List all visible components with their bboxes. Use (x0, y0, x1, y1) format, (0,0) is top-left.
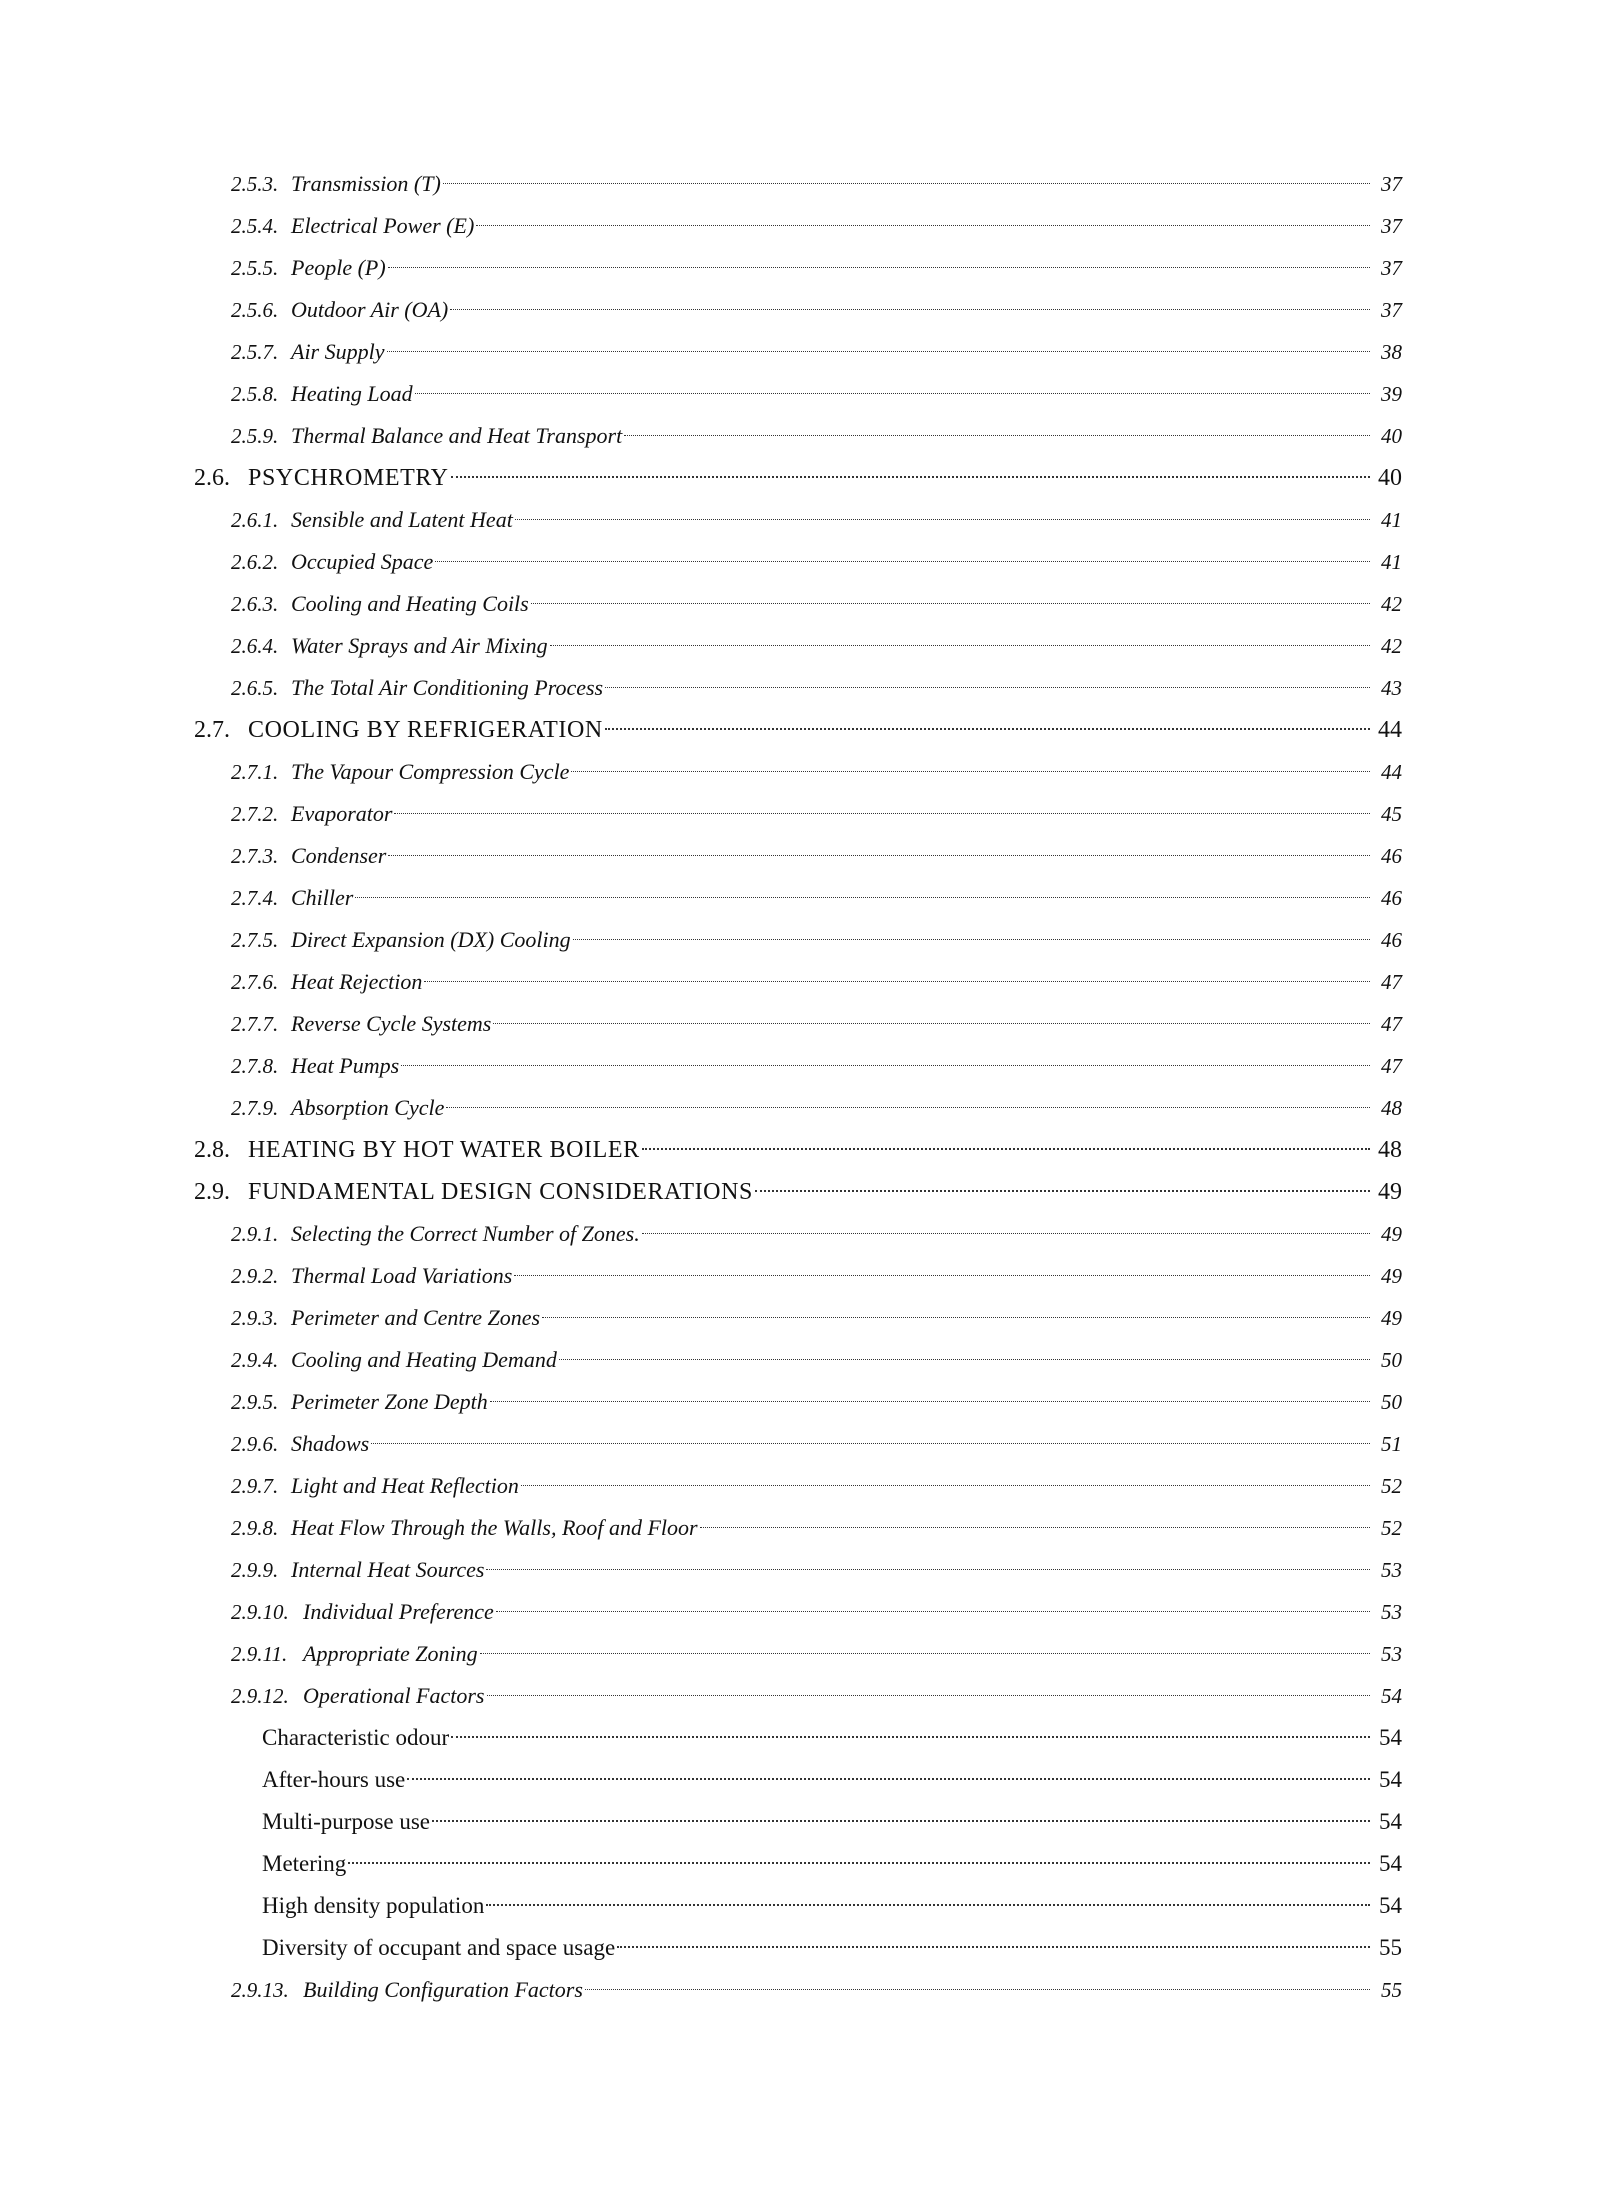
dot-leader (407, 1778, 1370, 1780)
toc-entry-title: Chiller (291, 885, 354, 910)
dot-leader (493, 1023, 1370, 1024)
toc-subsection-entry[interactable] (194, 625, 1402, 667)
toc-item-entry[interactable] (194, 1759, 1402, 1801)
toc-entry-title: The Vapour Compression Cycle (291, 759, 570, 784)
toc-subsection-entry[interactable] (194, 919, 1402, 961)
toc-entry-number: 2.6.3. (231, 592, 279, 616)
dot-leader (435, 561, 1370, 562)
toc-entry-number: 2.9.8. (231, 1516, 279, 1540)
toc-entry-number: 2.7.9. (231, 1096, 279, 1120)
toc-entry-number: 2.6.1. (231, 508, 279, 532)
toc-subsection-entry[interactable] (194, 1591, 1402, 1633)
toc-subsection-entry[interactable] (194, 1633, 1402, 1675)
toc-section-entry[interactable] (194, 457, 1402, 499)
toc-entry-page-number: 47 (1381, 1012, 1402, 1036)
toc-entry-number: 2.9.13. (231, 1978, 289, 2002)
table-of-contents (194, 163, 1402, 2011)
toc-item-entry[interactable] (194, 1885, 1402, 1927)
dot-leader (624, 435, 1370, 436)
dot-leader (585, 1989, 1370, 1990)
toc-entry-number: 2.5.4. (231, 214, 279, 238)
toc-entry-number: 2.7.3. (231, 844, 279, 868)
toc-subsection-entry[interactable] (194, 583, 1402, 625)
toc-entry-page-number: 46 (1381, 886, 1402, 910)
toc-entry-title: The Total Air Conditioning Process (291, 675, 604, 700)
toc-entry-title: Electrical Power (E) (291, 213, 475, 238)
toc-entry-title: Direct Expansion (DX) Cooling (291, 927, 571, 952)
toc-entry-title: HEATING BY HOT WATER BOILER (248, 1137, 640, 1163)
toc-entry-number: 2.9.7. (231, 1474, 279, 1498)
toc-entry-page-number: 42 (1381, 592, 1402, 616)
dot-leader (642, 1233, 1370, 1234)
toc-entry-title: Metering (262, 1851, 347, 1876)
toc-entry-page-number: 37 (1381, 172, 1402, 196)
toc-entry-page-number: 54 (1379, 1725, 1402, 1750)
toc-subsection-entry[interactable] (194, 1507, 1402, 1549)
toc-entry-number: 2.7.7. (231, 1012, 279, 1036)
toc-subsection-entry[interactable] (194, 1339, 1402, 1381)
dot-leader (394, 813, 1370, 814)
dot-leader (573, 939, 1370, 940)
toc-section-entry[interactable] (194, 1129, 1402, 1171)
toc-entry-page-number: 55 (1381, 1978, 1402, 2002)
toc-subsection-entry[interactable] (194, 835, 1402, 877)
toc-entry-page-number: 49 (1381, 1264, 1402, 1288)
toc-entry-title: COOLING BY REFRIGERATION (248, 717, 603, 743)
toc-entry-title: Condenser (291, 843, 387, 868)
dot-leader (371, 1443, 1370, 1444)
toc-entry-title: Cooling and Heating Coils (291, 591, 529, 616)
toc-entry-title: Outdoor Air (OA) (291, 297, 449, 322)
toc-subsection-entry[interactable] (194, 1087, 1402, 1129)
toc-entry-title: Selecting the Correct Number of Zones. (291, 1221, 640, 1246)
dot-leader (642, 1148, 1370, 1150)
toc-entry-number: 2.9.1. (231, 1222, 279, 1246)
toc-entry-title: Light and Heat Reflection (291, 1473, 519, 1498)
toc-entry-title: Characteristic odour (262, 1725, 450, 1750)
toc-section-entry[interactable] (194, 1171, 1402, 1213)
dot-leader (496, 1611, 1370, 1612)
dot-leader (515, 519, 1370, 520)
dot-leader (550, 645, 1370, 646)
toc-entry-page-number: 38 (1381, 340, 1402, 364)
toc-entry-title: PSYCHROMETRY (248, 465, 449, 491)
toc-entry-page-number: 54 (1379, 1893, 1402, 1918)
toc-entry-number: 2.7.8. (231, 1054, 279, 1078)
dot-leader (348, 1862, 1370, 1864)
dot-leader (451, 1736, 1370, 1738)
toc-entry-title: Appropriate Zoning (303, 1641, 478, 1666)
dot-leader (542, 1317, 1370, 1318)
toc-subsection-entry[interactable] (194, 1675, 1402, 1717)
toc-entry-page-number: 48 (1381, 1096, 1402, 1120)
toc-entry-page-number: 40 (1378, 465, 1402, 491)
toc-entry-page-number: 54 (1379, 1809, 1402, 1834)
toc-subsection-entry[interactable] (194, 877, 1402, 919)
toc-entry-number: 2.5.3. (231, 172, 279, 196)
toc-entry-number: 2.9.11. (231, 1642, 288, 1666)
toc-entry-title: Water Sprays and Air Mixing (291, 633, 548, 658)
toc-entry-title: Heat Flow Through the Walls, Roof and Floor (291, 1515, 698, 1540)
toc-subsection-entry[interactable] (194, 1045, 1402, 1087)
toc-entry-page-number: 50 (1381, 1348, 1402, 1372)
dot-leader (700, 1527, 1370, 1528)
toc-entry-page-number: 44 (1381, 760, 1402, 784)
dot-leader (605, 687, 1370, 688)
toc-entry-number: 2.9.12. (231, 1684, 289, 1708)
toc-subsection-entry[interactable] (194, 205, 1402, 247)
toc-entry-number: 2.5.8. (231, 382, 279, 406)
dot-leader (490, 1401, 1370, 1402)
toc-entry-title: Evaporator (291, 801, 393, 826)
toc-entry-number: 2.9.2. (231, 1264, 279, 1288)
toc-entry-number: 2.9.9. (231, 1558, 279, 1582)
toc-entry-page-number: 41 (1381, 508, 1402, 532)
toc-subsection-entry[interactable] (194, 163, 1402, 205)
dot-leader (571, 771, 1370, 772)
toc-entry-page-number: 52 (1381, 1516, 1402, 1540)
toc-entry-title: Operational Factors (303, 1683, 485, 1708)
toc-entry-page-number: 54 (1379, 1851, 1402, 1876)
toc-subsection-entry[interactable] (194, 415, 1402, 457)
toc-entry-number: 2.9.6. (231, 1432, 279, 1456)
toc-subsection-entry[interactable] (194, 289, 1402, 331)
toc-subsection-entry[interactable] (194, 793, 1402, 835)
toc-entry-number: 2.7.1. (231, 760, 279, 784)
toc-subsection-entry[interactable] (194, 331, 1402, 373)
dot-leader (388, 267, 1370, 268)
toc-entry-page-number: 40 (1381, 424, 1402, 448)
toc-entry-page-number: 37 (1381, 298, 1402, 322)
dot-leader (415, 393, 1370, 394)
dot-leader (476, 225, 1370, 226)
toc-subsection-entry[interactable] (194, 1255, 1402, 1297)
toc-entry-number: 2.6.4. (231, 634, 279, 658)
toc-entry-number: 2.7.5. (231, 928, 279, 952)
toc-entry-page-number: 54 (1381, 1684, 1402, 1708)
toc-entry-page-number: 37 (1381, 256, 1402, 280)
toc-subsection-entry[interactable] (194, 1465, 1402, 1507)
toc-entry-page-number: 42 (1381, 634, 1402, 658)
toc-entry-title: Internal Heat Sources (291, 1557, 485, 1582)
toc-section-entry[interactable] (194, 709, 1402, 751)
dot-leader (446, 1107, 1370, 1108)
toc-subsection-entry[interactable] (194, 541, 1402, 583)
toc-entry-title: Absorption Cycle (291, 1095, 445, 1120)
toc-entry-page-number: 47 (1381, 970, 1402, 994)
toc-subsection-entry[interactable] (194, 1381, 1402, 1423)
toc-subsection-entry[interactable] (194, 1003, 1402, 1045)
dot-leader (387, 351, 1371, 352)
toc-entry-title: Air Supply (291, 339, 385, 364)
toc-subsection-entry[interactable] (194, 373, 1402, 415)
toc-subsection-entry[interactable] (194, 499, 1402, 541)
dot-leader (514, 1275, 1370, 1276)
toc-subsection-entry[interactable] (194, 1969, 1402, 2011)
dot-leader (432, 1820, 1370, 1822)
toc-entry-page-number: 45 (1381, 802, 1402, 826)
dot-leader (443, 183, 1370, 184)
toc-entry-number: 2.6. (194, 465, 230, 491)
toc-entry-page-number: 51 (1381, 1432, 1402, 1456)
toc-entry-page-number: 44 (1378, 717, 1402, 743)
toc-entry-number: 2.9.3. (231, 1306, 279, 1330)
toc-subsection-entry[interactable] (194, 1297, 1402, 1339)
toc-subsection-entry[interactable] (194, 961, 1402, 1003)
dot-leader (559, 1359, 1370, 1360)
toc-entry-title: Perimeter and Centre Zones (291, 1305, 541, 1330)
dot-leader (605, 728, 1370, 730)
toc-entry-title: Shadows (291, 1431, 370, 1456)
dot-leader (617, 1946, 1370, 1948)
toc-entry-number: 2.5.9. (231, 424, 279, 448)
toc-entry-number: 2.6.5. (231, 676, 279, 700)
toc-entry-page-number: 55 (1379, 1935, 1402, 1960)
toc-entry-title: Occupied Space (291, 549, 434, 574)
toc-entry-page-number: 46 (1381, 928, 1402, 952)
toc-entry-title: Heating Load (291, 381, 413, 406)
toc-subsection-entry[interactable] (194, 1213, 1402, 1255)
toc-entry-number: 2.5.6. (231, 298, 279, 322)
toc-entry-title: FUNDAMENTAL DESIGN CONSIDERATIONS (248, 1179, 753, 1205)
toc-entry-number: 2.7.6. (231, 970, 279, 994)
toc-item-entry[interactable] (194, 1927, 1402, 1969)
toc-entry-page-number: 53 (1381, 1642, 1402, 1666)
toc-entry-page-number: 47 (1381, 1054, 1402, 1078)
toc-item-entry[interactable] (194, 1843, 1402, 1885)
toc-entry-title: Individual Preference (303, 1599, 494, 1624)
toc-entry-title: High density population (262, 1893, 485, 1918)
toc-entry-number: 2.5.7. (231, 340, 279, 364)
dot-leader (487, 1695, 1371, 1696)
toc-entry-title: Perimeter Zone Depth (291, 1389, 488, 1414)
dot-leader (480, 1653, 1370, 1654)
toc-entry-title: After-hours use (262, 1767, 406, 1792)
toc-entry-number: 2.6.2. (231, 550, 279, 574)
toc-entry-page-number: 53 (1381, 1558, 1402, 1582)
toc-entry-page-number: 50 (1381, 1390, 1402, 1414)
toc-entry-title: Multi-purpose use (262, 1809, 431, 1834)
dot-leader (486, 1904, 1370, 1906)
toc-entry-page-number: 49 (1381, 1222, 1402, 1246)
toc-subsection-entry[interactable] (194, 247, 1402, 289)
dot-leader (451, 476, 1370, 478)
toc-entry-number: 2.9. (194, 1179, 230, 1205)
toc-entry-title: Transmission (T) (291, 171, 441, 196)
toc-entry-page-number: 41 (1381, 550, 1402, 574)
toc-entry-page-number: 48 (1378, 1137, 1402, 1163)
toc-entry-page-number: 49 (1378, 1179, 1402, 1205)
toc-entry-title: Thermal Balance and Heat Transport (291, 423, 623, 448)
toc-entry-title: Cooling and Heating Demand (291, 1347, 557, 1372)
toc-item-entry[interactable] (194, 1717, 1402, 1759)
dot-leader (355, 897, 1370, 898)
toc-entry-title: Heat Pumps (291, 1053, 400, 1078)
toc-subsection-entry[interactable] (194, 667, 1402, 709)
dot-leader (450, 309, 1370, 310)
toc-entry-title: Sensible and Latent Heat (291, 507, 513, 532)
dot-leader (388, 855, 1370, 856)
toc-entry-number: 2.9.5. (231, 1390, 279, 1414)
toc-entry-number: 2.5.5. (231, 256, 279, 280)
toc-entry-page-number: 52 (1381, 1474, 1402, 1498)
toc-entry-number: 2.9.10. (231, 1600, 289, 1624)
toc-entry-number: 2.8. (194, 1137, 230, 1163)
dot-leader (521, 1485, 1370, 1486)
toc-entry-page-number: 43 (1381, 676, 1402, 700)
toc-entry-number: 2.7.4. (231, 886, 279, 910)
toc-entry-number: 2.7. (194, 717, 230, 743)
toc-entry-page-number: 53 (1381, 1600, 1402, 1624)
toc-entry-page-number: 49 (1381, 1306, 1402, 1330)
toc-entry-page-number: 46 (1381, 844, 1402, 868)
toc-entry-number: 2.9.4. (231, 1348, 279, 1372)
toc-entry-title: Diversity of occupant and space usage (262, 1935, 616, 1960)
toc-entry-page-number: 37 (1381, 214, 1402, 238)
toc-entry-title: Building Configuration Factors (303, 1977, 583, 2002)
toc-entry-title: Thermal Load Variations (291, 1263, 513, 1288)
dot-leader (755, 1190, 1370, 1192)
dot-leader (424, 981, 1370, 982)
toc-entry-number: 2.7.2. (231, 802, 279, 826)
toc-item-entry[interactable] (194, 1801, 1402, 1843)
toc-subsection-entry[interactable] (194, 751, 1402, 793)
toc-subsection-entry[interactable] (194, 1423, 1402, 1465)
dot-leader (486, 1569, 1370, 1570)
toc-entry-page-number: 39 (1381, 382, 1402, 406)
toc-entry-title: Reverse Cycle Systems (291, 1011, 492, 1036)
toc-entry-page-number: 54 (1379, 1767, 1402, 1792)
dot-leader (531, 603, 1370, 604)
toc-entry-title: Heat Rejection (291, 969, 423, 994)
toc-entry-title: People (P) (291, 255, 386, 280)
dot-leader (401, 1065, 1370, 1066)
toc-subsection-entry[interactable] (194, 1549, 1402, 1591)
